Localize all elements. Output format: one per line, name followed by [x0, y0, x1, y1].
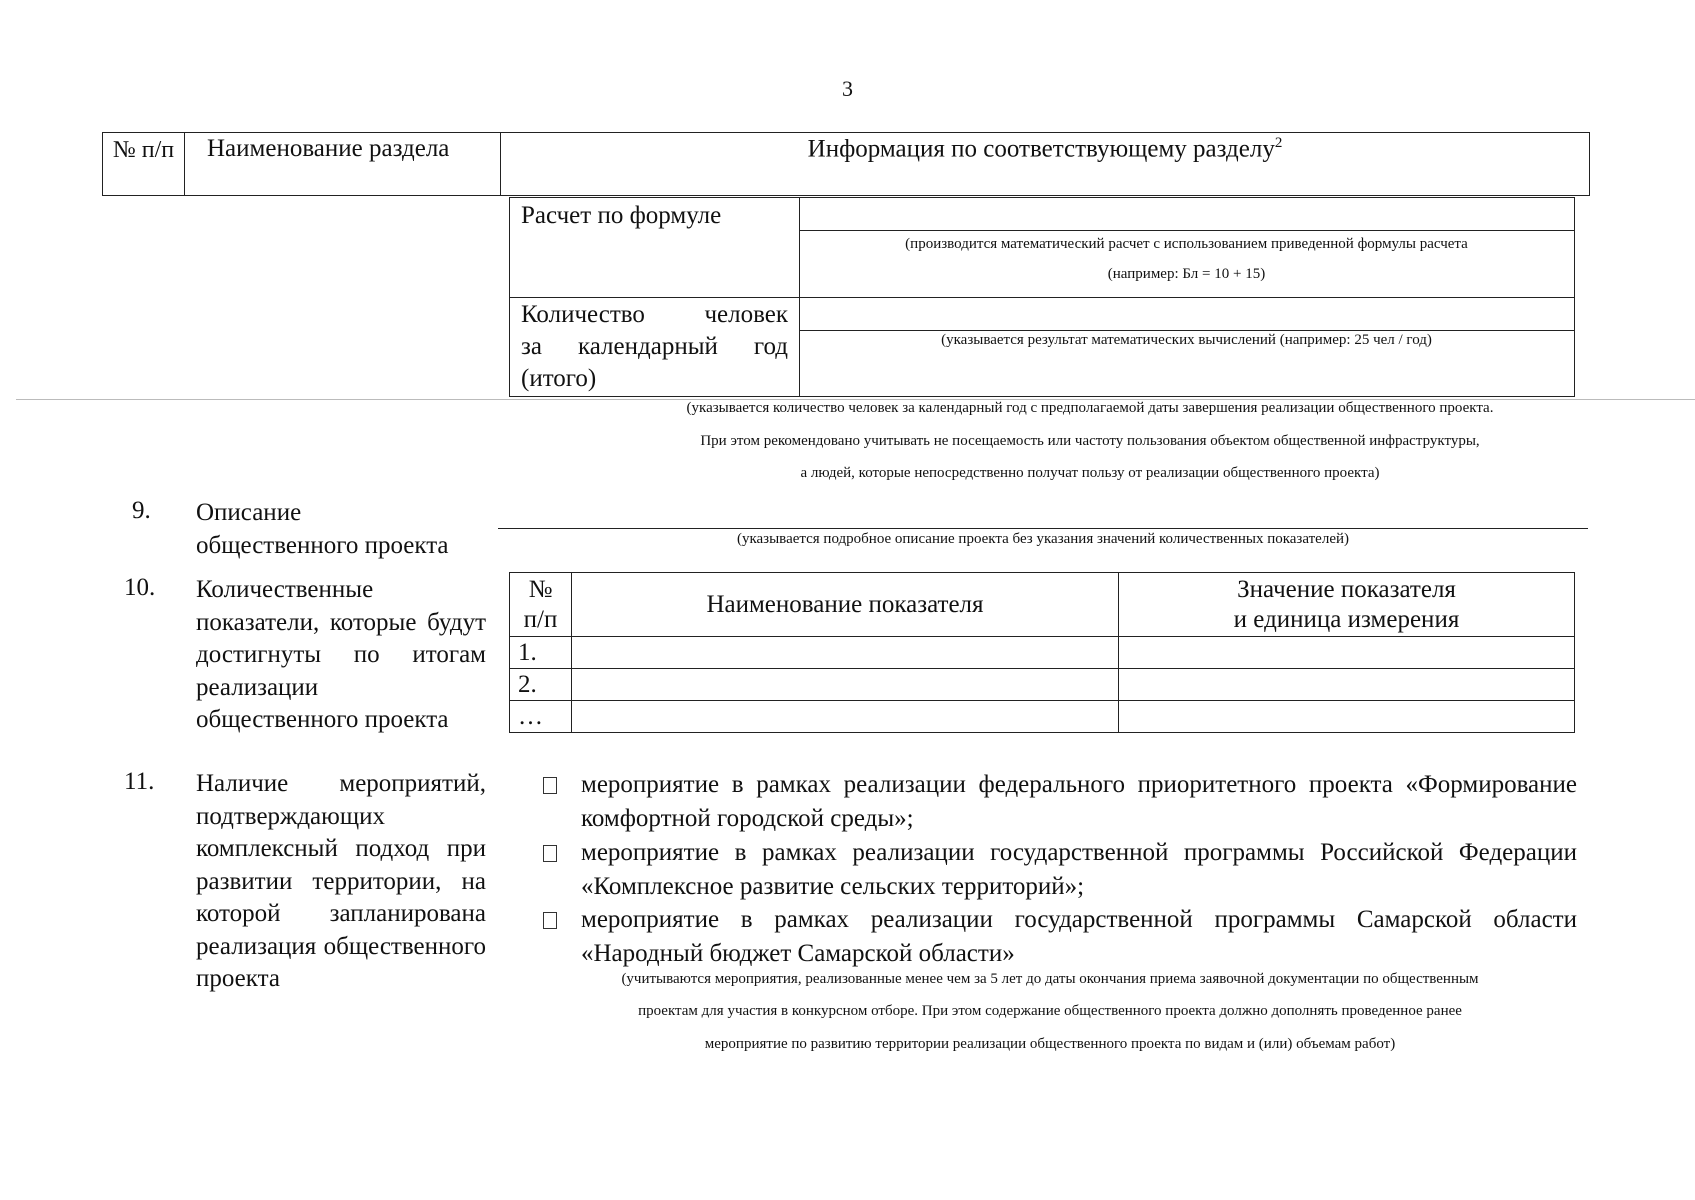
indicators-col-number: № п/п — [510, 573, 572, 637]
section-9-title — [196, 497, 486, 562]
section-10-number: 10. — [124, 574, 156, 601]
count-explanation-line1: (указывается количество человек за календарный год с предполагаемой даты завершения реализации общественного проекта. — [686, 400, 1494, 416]
section-11-title: Наличие мероприятий, подтверждающих комплексный подход при развитии территории, на которой запланирована реализация общественного проекта — [196, 770, 486, 992]
formula-calculation-box — [509, 197, 1575, 397]
checkbox-icon[interactable] — [543, 912, 557, 929]
calc-formula-label: Расчет по формуле — [521, 202, 722, 229]
header-col-info — [501, 133, 1589, 195]
option-federal-project[interactable] — [543, 768, 1577, 835]
indicators-col-value — [1119, 573, 1575, 637]
section-11-number: 11. — [124, 768, 155, 795]
option-label: мероприятие в рамках реализации федерального приоритетного проекта «Формирование комфортной городской среды»; — [581, 771, 1577, 832]
page-number: 3 — [842, 76, 853, 101]
indicators-col-value-line2: и единица измерения — [1233, 605, 1460, 633]
section-9-title-line1: Описание — [196, 499, 302, 526]
checkbox-icon[interactable] — [543, 777, 557, 794]
section-11-note-line2: проектам для участия в конкурсном отборе. При этом содержание общественного проекта должно дополнять проведенное ранее — [638, 1003, 1462, 1019]
option-label: мероприятие в рамках реализации государственной программы Российской Федерации «Комплексное развитие сельских территорий»; — [581, 839, 1577, 900]
count-explanation-line3: а людей, которые непосредственно получат пользу от реализации общественного проекта) — [800, 465, 1380, 481]
row-number: … — [510, 701, 572, 733]
header-col-section-name: Наименование раздела — [185, 133, 501, 195]
people-count-label-line3: (итого) — [521, 365, 597, 392]
people-count-label-line1: Количество человек — [521, 301, 788, 328]
table-row — [510, 701, 1575, 733]
people-count-label-line2: за календарный год — [521, 333, 788, 360]
calc-formula-note-line2: (например: Бл = 10 + 15) — [1107, 266, 1266, 282]
section-9-title-line2: общественного проекта — [196, 531, 449, 559]
section-10-title: Количественные показатели, которые будут достигнуты по итогам реализации общественного проекта — [196, 576, 486, 733]
footnote-marker: 2 — [1274, 135, 1283, 151]
row-number: 2. — [510, 669, 572, 701]
count-explanation-line2: При этом рекомендовано учитывать не посещаемость или частоту пользования объектом общественной инфраструктуры, — [700, 433, 1480, 449]
section-9-note: (указывается подробное описание проекта без указания значений количественных показателей) — [736, 531, 1350, 547]
section-9-number: 9. — [132, 497, 151, 524]
section-11-note-line3: мероприятие по развитию территории реализации общественного проекта по видам и (или) объемам работ) — [704, 1036, 1396, 1052]
section-header-table — [102, 132, 1590, 196]
header-col-info-label: Информация по соответствующему разделу — [807, 135, 1275, 163]
calc-formula-note-line1: (производится математический расчет с использованием приведенной формулы расчета — [905, 236, 1468, 252]
option-rural-territories[interactable] — [543, 836, 1577, 903]
indicators-table — [509, 572, 1575, 733]
option-label: мероприятие в рамках реализации государственной программы Самарской области «Народный бюджет Самарской области» — [581, 906, 1577, 967]
people-count-note: (указывается результат математических вычислений (например: 25 чел / год) — [941, 332, 1432, 348]
option-people-budget[interactable] — [543, 903, 1577, 970]
indicators-col-name: Наименование показателя — [572, 573, 1119, 637]
row-number: 1. — [510, 637, 572, 669]
section-11-note-line1: (учитываются мероприятия, реализованные менее чем за 5 лет до даты окончания приема заявочной документации по общественным — [621, 971, 1479, 987]
table-row — [510, 637, 1575, 669]
checkbox-icon[interactable] — [543, 845, 557, 862]
indicators-col-value-line1: Значение показателя — [1237, 575, 1456, 603]
header-col-number: № п/п — [103, 133, 185, 195]
table-row — [510, 669, 1575, 701]
